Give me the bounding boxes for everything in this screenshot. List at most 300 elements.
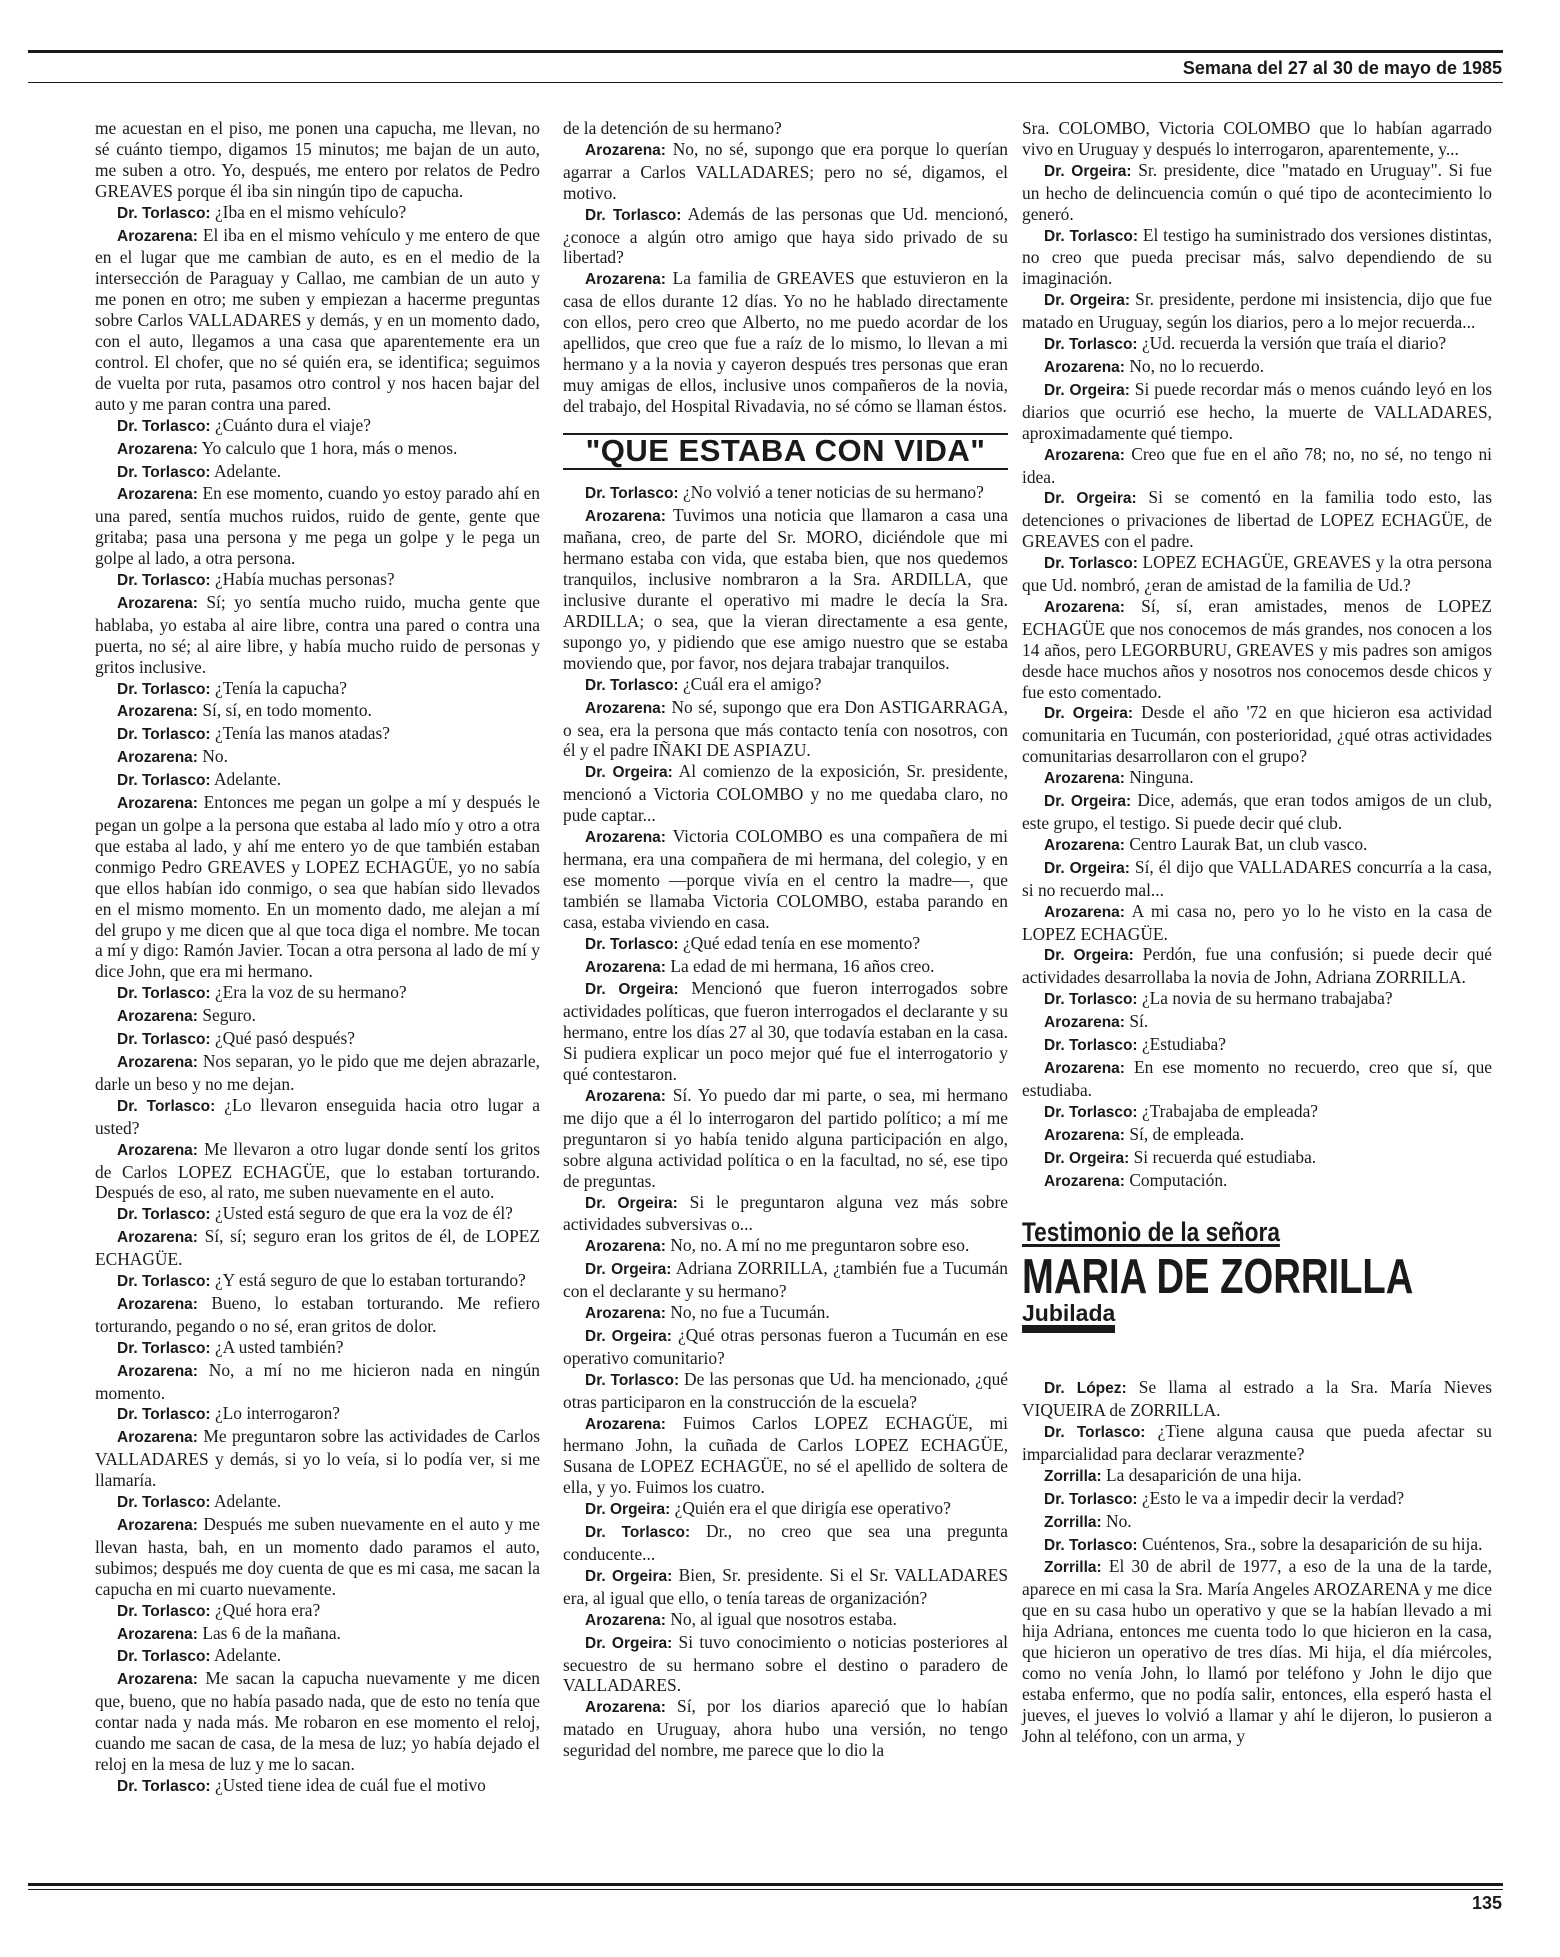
transcript-paragraph: [95, 461, 540, 484]
speaker-label: Dr. Orgeira:: [585, 1634, 673, 1652]
transcript-paragraph: [563, 1632, 1008, 1697]
speaker-label: Dr. Torlasco:: [1044, 1490, 1138, 1508]
speaker-label: Arozarena:: [585, 1238, 666, 1256]
speaker-label: Dr. Torlasco:: [117, 1273, 211, 1291]
transcript-paragraph: [95, 1600, 540, 1623]
paragraph-text: Mencionó que fueron interrogados sobre actividades políticas, que fueron interrogados el declarante y su hermano, entre los días 27 al 30, que todavía estaban en la casa. Si pudiera explicar un poco mejor qué fue el interrogatorio y qué contestaron.: [563, 978, 1008, 1085]
transcript-paragraph: [1022, 988, 1492, 1011]
speaker-label: Arozarena:: [117, 1671, 198, 1689]
speaker-label: Dr. Orgeira:: [1044, 1149, 1130, 1167]
paragraph-text: Me sacan la capucha nuevamente y me dicen que, bueno, que no había pasado nada, que de esto no tenía que contar nada y nada más. Me robaron en ese momento el reloj, cuando me sacan de casa, de la mesa de luz; yo había dejado el reloj en la mesa de luz y me lo sacan.: [95, 1668, 540, 1774]
speaker-label: Dr. Torlasco:: [117, 1648, 211, 1666]
speaker-label: Arozarena:: [585, 141, 666, 159]
transcript-paragraph: [1022, 1465, 1492, 1488]
speaker-label: Dr. Torlasco:: [1044, 336, 1138, 354]
paragraph-text: ¿Usted está seguro de que era la voz de él?: [210, 1203, 513, 1224]
paragraph-text: ¿La novia de su hermano trabajaba?: [1137, 988, 1393, 1009]
paragraph-text: ¿Tenía las manos atadas?: [210, 723, 390, 744]
transcript-paragraph: [95, 1668, 540, 1775]
speaker-label: Arozarena:: [117, 1008, 198, 1026]
paragraph-text: Después me suben nuevamente en el auto y me llevan hasta, bah, en un momento dado paramos el auto, subimos; después me doy cuenta de que es mi casa, me sacan la capucha en mi cuarto nuevamente.: [95, 1514, 540, 1599]
transcript-paragraph: [95, 1139, 540, 1204]
speaker-label: Dr. Torlasco:: [117, 463, 211, 481]
paragraph-text: Tuvimos una noticia que llamaron a casa una mañana, creo, de parte del Sr. MORO, diciéndole que mi hermano estaba con vida, que estaba bien, que nos quedemos tranquilos, inclusive nombraron a la Sra. ARDILLA, que inclusive durante el operativo mi madre le decía la Sra. ARDILLA; o sea, que la vieran directamente a esa gente, supongo yo, y pidiendo que ese amigo nuestro que se estaba moviendo que, por favor, nos dejara trabajar tranquilos.: [563, 504, 1008, 673]
transcript-paragraph: [563, 978, 1008, 1085]
paragraph-text: ¿Ud. recuerda la versión que traía el diario?: [1137, 333, 1447, 354]
transcript-paragraph: [1022, 1011, 1492, 1034]
paragraph-text: Ninguna.: [1124, 767, 1194, 788]
speaker-label: Dr. Orgeira:: [1044, 162, 1132, 180]
paragraph-text: ¿Qué hora era?: [210, 1599, 321, 1620]
paragraph-text: No, no. A mí no me preguntaron sobre eso.: [665, 1235, 970, 1256]
transcript-paragraph: [1022, 1034, 1492, 1057]
speaker-label: Arozarena:: [117, 1229, 198, 1247]
transcript-paragraph: [95, 1337, 540, 1360]
transcript-paragraph: [95, 678, 540, 701]
header-date: Semana del 27 al 30 de mayo de 1985: [1182, 58, 1502, 78]
speaker-label: Dr. Orgeira:: [585, 764, 673, 782]
speaker-label: Arozarena:: [1044, 770, 1125, 788]
paragraph-text: Sr. presidente, perdone mi insistencia, dijo que fue matado en Uruguay, según los diarios, pero a lo mejor recuerda...: [1022, 289, 1492, 333]
transcript-paragraph: [95, 1775, 540, 1798]
testimony-heading: [1022, 1192, 1492, 1377]
paragraph-text: El testigo ha suministrado dos versiones distintas, no creo que pueda precisar más, salvo dependiendo de su imaginación.: [1022, 224, 1492, 289]
transcript-paragraph: [1022, 1534, 1492, 1557]
paragraph-text: Perdón, fue una confusión; si puede decir qué actividades desarrollaba la novia de John, Adriana ZORRILLA.: [1022, 944, 1492, 988]
transcript-paragraph: [95, 1095, 540, 1139]
transcript-paragraph: [563, 1369, 1008, 1413]
paragraph-text: Dr., no creo que sea una pregunta conducente...: [563, 1521, 1008, 1564]
speaker-label: Dr. Torlasco:: [585, 1524, 691, 1542]
speaker-label: Dr. Torlasco:: [117, 1602, 211, 1620]
continued-paragraph: [1022, 118, 1492, 160]
speaker-label: Arozarena:: [1044, 1126, 1125, 1144]
paragraph-text: De las personas que Ud. ha mencionado, ¿qué otras participaron en la construcción de la escuela?: [563, 1368, 1008, 1412]
transcript-paragraph: [95, 1514, 540, 1600]
transcript-paragraph: [563, 482, 1008, 505]
speaker-label: Arozarena:: [1044, 358, 1125, 376]
speaker-label: Dr. Orgeira:: [585, 981, 679, 999]
paragraph-text: Bueno, lo estaban torturando. Me refiero torturando, pegando o no sé, eran gritos de dolor.: [95, 1292, 540, 1336]
paragraph-text: ¿Esto le va a impedir decir la verdad?: [1137, 1487, 1405, 1508]
transcript-paragraph: [563, 1085, 1008, 1192]
speaker-label: Dr. Orgeira:: [1044, 859, 1130, 877]
continued-paragraph: [95, 118, 540, 202]
subheading-box: [563, 433, 1008, 470]
paragraph-text: Sí; yo sentía mucho ruido, mucha gente que hablaba, yo estaba al aire libre, contra una pared o contra una puerta, no sé; al aire libre, y había mucho ruido de personas y gritos inclusive.: [95, 591, 540, 677]
transcript-paragraph: [1022, 1556, 1492, 1746]
transcript-paragraph: [95, 746, 540, 769]
speaker-label: Dr. Torlasco:: [117, 772, 211, 790]
paragraph-text: Entonces me pegan un golpe a mí y después le pegan un golpe a la persona que estaba al lado mío y otro a otra que estaba al lado, y ahí me entero yo de que también estaban conmigo Pedro GREAVES y LOPEZ ECHAGÜE, yo no sabía que ellos habían ido conmigo, o sea que habían sido llevados en el mismo momento. En un momento dado, me alejan a mí del grupo y me dicen que al que toca diga el nombre. Me tocan a mí y digo: Ramón Javier. Tocan a otra persona al lado de mí y dice John, que era mi hermano.: [95, 792, 540, 982]
column-2: [563, 118, 1008, 1761]
speaker-label: Dr. Torlasco:: [117, 1031, 211, 1049]
speaker-label: Dr. Orgeira:: [1044, 705, 1134, 723]
transcript-paragraph: [95, 1645, 540, 1668]
transcript-paragraph: [1022, 790, 1492, 834]
paragraph-text: Adelante.: [210, 1491, 282, 1512]
paragraph-text: La familia de GREAVES que estuvieron en la casa de ellos durante 12 días. Yo no he hablado directamente con ellos, pero creo que Alberto, no me puedo acordar de los apellidos, que creo que fue a raíz de lo mismo, lo llevan a mi hermano y a la novia y cayeron después tres personas que eran muy amigas de ellos, inclusive unos compañeros de la novia, del trabajo, del Hospital Rivadavia, no sé cómo se llaman éstos.: [563, 268, 1008, 416]
transcript-paragraph: [95, 415, 540, 438]
speaker-label: Arozarena:: [117, 486, 198, 504]
speaker-label: Dr. Torlasco:: [585, 206, 682, 224]
page-number: 135: [1471, 1893, 1502, 1913]
transcript-paragraph: [95, 700, 540, 723]
transcript-paragraph: [1022, 333, 1492, 356]
transcript-paragraph: [95, 1426, 540, 1491]
paragraph-text: Me llevaron a otro lugar donde sentí los gritos de Carlos LOPEZ ECHAGÜE, que lo estaban torturando. Después de eso, al rato, me suben nuevamente en el auto.: [95, 1138, 540, 1203]
paragraph-text: No, a mí no me hicieron nada en ningún momento.: [95, 1359, 540, 1403]
speaker-label: Arozarena:: [1044, 446, 1125, 464]
footer-rule-thin: [28, 1889, 1503, 1890]
column-1: [95, 118, 540, 1798]
paragraph-text: Dice, además, que eran todos amigos de un club, este grupo, el testigo. Si puede decir qué club.: [1022, 790, 1492, 833]
speaker-label: Dr. Orgeira:: [585, 1261, 672, 1279]
transcript-paragraph: [95, 1270, 540, 1293]
speaker-label: Dr. Torlasco:: [117, 1777, 211, 1795]
speaker-label: Arozarena:: [1044, 598, 1125, 616]
transcript-paragraph: [1022, 225, 1492, 290]
speaker-label: Dr. Torlasco:: [117, 1494, 211, 1512]
paragraph-text: Si puede recordar más o menos cuándo leyó en los diarios que ocurrió ese hecho, la muerte de VALLADARES, aproximadamente qué tiempo.: [1022, 378, 1493, 443]
speaker-label: Dr. Orgeira:: [585, 1194, 678, 1212]
transcript-paragraph: [563, 1258, 1008, 1302]
transcript-paragraph: [95, 1226, 540, 1270]
testimony-label: Testimonio de la señora: [1022, 1217, 1280, 1248]
speaker-label: Arozarena:: [117, 703, 198, 721]
transcript-paragraph: [1022, 552, 1492, 596]
transcript-paragraph: [95, 225, 540, 415]
speaker-label: Dr. Torlasco:: [1044, 991, 1138, 1009]
paragraph-text: Sra. COLOMBO, Victoria COLOMBO que lo habían agarrado vivo en Uruguay y después lo interrogaron, aparentemente, y...: [1022, 118, 1492, 159]
paragraph-text: ¿Y está seguro de que lo estaban torturando?: [210, 1270, 526, 1291]
transcript-paragraph: [563, 1235, 1008, 1258]
transcript-paragraph: [563, 1498, 1008, 1521]
paragraph-text: Victoria COLOMBO es una compañera de mi hermana, era una compañera de mi hermana, del colegio, y en ese momento —porque vivía en el centro la madre—, que también se llamaba Victoria COLOMBO, estaba parando en casa, estaba viviendo en casa.: [563, 826, 1008, 932]
paragraph-text: ¿Estudiaba?: [1137, 1034, 1226, 1055]
transcript-paragraph: [1022, 1511, 1492, 1534]
testimony-role: Jubilada: [1022, 1303, 1115, 1333]
speaker-label: Arozarena:: [117, 1141, 198, 1159]
paragraph-text: ¿No volvió a tener noticias de su hermano?: [678, 481, 984, 502]
speaker-label: Dr. Torlasco:: [117, 1339, 211, 1357]
speaker-label: Dr. Torlasco:: [585, 935, 679, 953]
speaker-label: Dr. Torlasco:: [585, 676, 679, 694]
column-3: [1022, 118, 1492, 1747]
paragraph-text: El iba en el mismo vehículo y me entero de que en el lugar que me cambian de auto, es en el medio de la intersección de Paraguay y Callao, me cambian de un auto y me ponen en otro; me suben y empiezan a hacerme preguntas sobre Carlos VALLADARES y demás, y en un momento dado, con el auto, llegamos a una casa que aparentemente era un control. El chofer, que no sé quién era, se identifica; seguimos de vuelta por ruta, pasamos otro control y nos hacen bajar del auto y me paran contra una pared.: [95, 224, 540, 414]
transcript-paragraph: [1022, 901, 1492, 945]
continued-paragraph: [563, 118, 1008, 139]
paragraph-text: Creo que fue en el año 78; no, no sé, no tengo ni idea.: [1022, 443, 1492, 487]
speaker-label: Dr. Torlasco:: [1044, 1536, 1138, 1554]
transcript-paragraph: [95, 1005, 540, 1028]
speaker-label: Arozarena:: [117, 1429, 198, 1447]
paragraph-text: Si tuvo conocimiento o noticias posteriores al secuestro de su hermano sobre el destino o paradero de VALLADARES.: [563, 1631, 1009, 1696]
speaker-label: Dr. Torlasco:: [585, 484, 679, 502]
transcript-paragraph: [563, 139, 1008, 204]
transcript-paragraph: [95, 592, 540, 678]
speaker-label: Dr. Torlasco:: [117, 204, 211, 222]
speaker-label: Arozarena:: [117, 1295, 198, 1313]
paragraph-text: Sí, sí, eran amistades, menos de LOPEZ ECHAGÜE que nos conocemos de más grandes, nos conocen a los 14 años, pero LEGORBURU, GREAVES y mis padres son amigos desde hace muchos años y nosotros nos conocemos desde chicos y fue esto comentado.: [1022, 595, 1492, 702]
transcript-paragraph: [563, 268, 1008, 416]
header-top-rule: [28, 50, 1503, 53]
paragraph-text: La edad de mi hermana, 16 años creo.: [665, 955, 935, 976]
transcript-paragraph: [1022, 767, 1492, 790]
speaker-label: Dr. Orgeira:: [1044, 793, 1132, 811]
paragraph-text: Me preguntaron sobre las actividades de Carlos VALLADARES y demás, si yo lo veía, si lo podía ver, si me llamaría.: [95, 1426, 540, 1491]
paragraph-text: ¿Qué pasó después?: [210, 1028, 355, 1049]
speaker-label: Arozarena:: [1044, 903, 1125, 921]
paragraph-text: No, no fue a Tucumán.: [665, 1302, 830, 1323]
speaker-label: Dr. Torlasco:: [1044, 1037, 1138, 1055]
speaker-label: Arozarena:: [117, 440, 198, 458]
speaker-label: Dr. Torlasco:: [117, 572, 211, 590]
transcript-paragraph: [95, 438, 540, 461]
speaker-label: Arozarena:: [585, 507, 666, 525]
transcript-paragraph: [563, 1609, 1008, 1632]
speaker-label: Dr. Orgeira:: [1044, 381, 1130, 399]
speaker-label: Dr. Torlasco:: [117, 985, 211, 1003]
paragraph-text: Seguro.: [197, 1005, 256, 1026]
transcript-paragraph: [95, 1051, 540, 1095]
transcript-paragraph: [95, 792, 540, 982]
transcript-paragraph: [1022, 1124, 1492, 1147]
paragraph-text: ¿Lo interrogaron?: [210, 1403, 341, 1424]
transcript-paragraph: [95, 202, 540, 225]
transcript-paragraph: [563, 674, 1008, 697]
speaker-label: Dr. Orgeira:: [1044, 947, 1134, 965]
speaker-label: Zorrilla:: [1044, 1513, 1102, 1531]
transcript-paragraph: [95, 1203, 540, 1226]
paragraph-text: En ese momento no recuerdo, creo que sí, que estudiaba.: [1022, 1056, 1492, 1100]
paragraph-text: No, al igual que nosotros estaba.: [665, 1608, 897, 1629]
testimony-name: MARIA DE ZORRILLA: [1022, 1250, 1414, 1305]
speaker-label: Arozarena:: [117, 749, 198, 767]
transcript-paragraph: [1022, 379, 1492, 444]
paragraph-text: ¿Tiene alguna causa que pueda afectar su imparcialidad para declarar verazmente?: [1022, 1421, 1492, 1464]
paragraph-text: No.: [1101, 1510, 1132, 1531]
transcript-paragraph: [563, 1696, 1008, 1761]
speaker-label: Arozarena:: [117, 227, 198, 245]
speaker-label: Dr. Torlasco:: [117, 1406, 211, 1424]
transcript-paragraph: [563, 1521, 1008, 1565]
paragraph-text: Si le preguntaron alguna vez más sobre actividades subversivas o...: [563, 1191, 1009, 1235]
transcript-paragraph: [95, 1360, 540, 1404]
speaker-label: Arozarena:: [1044, 1014, 1125, 1032]
paragraph-text: Adelante.: [210, 769, 282, 790]
paragraph-text: me acuestan en el piso, me ponen una capucha, me llevan, no sé cuánto tiempo, digamos 15 minutos; me bajan de un auto, me suben a otro. Yo, después, me entero por relatos de Pedro GREAVES porque él iba sin ningún tipo de capucha.: [95, 118, 540, 201]
speaker-label: Arozarena:: [117, 1625, 198, 1643]
paragraph-text: En ese momento, cuando yo estoy parado ahí en una pared, sentía muchos ruidos, ruido de gente, gente que gritaba; pasa una persona y me pega un golpe y le pega un golpe al lado, a otra persona.: [95, 483, 540, 569]
footer-rule: [28, 1883, 1503, 1886]
paragraph-text: Se llama al estrado a la Sra. María Nieves VIQUEIRA de ZORRILLA.: [1022, 1377, 1493, 1421]
transcript-paragraph: [1022, 487, 1492, 552]
speaker-label: Arozarena:: [117, 594, 198, 612]
transcript-paragraph: [1022, 356, 1492, 379]
speaker-label: Dr. Torlasco:: [1044, 1103, 1138, 1121]
paragraph-text: A mi casa no, pero yo lo he visto en la casa de LOPEZ ECHAGÜE.: [1022, 900, 1492, 944]
speaker-label: Arozarena:: [585, 1415, 666, 1433]
paragraph-text: Sr. presidente, dice "matado en Uruguay". Si fue un hecho de delincuencia común o qué tipo de acontecimiento lo generó.: [1022, 159, 1492, 224]
transcript-paragraph: [1022, 1057, 1492, 1101]
paragraph-text: Nos separan, yo le pido que me dejen abrazarle, darle un beso y no me dejan.: [95, 1050, 540, 1094]
transcript-paragraph: [563, 1565, 1008, 1609]
paragraph-text: Bien, Sr. presidente. Si el Sr. VALLADARES era, al igual que ello, o tenía tareas de organización?: [563, 1564, 1009, 1608]
paragraph-text: Fuimos Carlos LOPEZ ECHAGÜE, mi hermano John, la cuñada de Carlos LOPEZ ECHAGÜE, Susana de LOPEZ ECHAGÜE, no sé el apellido de soltera de ella, y yo. Fuimos los cuatro.: [563, 1412, 1008, 1498]
transcript-paragraph: [1022, 444, 1492, 488]
speaker-label: Arozarena:: [585, 829, 666, 847]
paragraph-text: Yo calculo que 1 hora, más o menos.: [197, 437, 458, 458]
paragraph-text: No sé, supongo que era Don ASTIGARRAGA, o sea, era la persona que más contacto tenía con nosotros, con él y el padre IÑAKI DE ASPIAZU.: [563, 696, 1008, 761]
transcript-paragraph: [95, 769, 540, 792]
paragraph-text: La desaparición de una hija.: [1101, 1464, 1302, 1485]
paragraph-text: Adelante.: [210, 460, 282, 481]
transcript-paragraph: [563, 826, 1008, 933]
paragraph-text: No, no sé, supongo que era porque lo querían agarrar a Carlos VALLADARES; pero no sé, digamos, el motivo.: [563, 138, 1008, 203]
speaker-label: Arozarena:: [117, 795, 198, 813]
speaker-label: Arozarena:: [117, 1053, 198, 1071]
paragraph-text: ¿Cuánto dura el viaje?: [210, 414, 371, 435]
paragraph-text: Sí, sí; seguro eran los gritos de él, de LOPEZ ECHAGÜE.: [95, 1226, 540, 1270]
paragraph-text: Cuéntenos, Sra., sobre la desaparición de su hija.: [1137, 1533, 1483, 1554]
transcript-paragraph: [1022, 857, 1492, 901]
transcript-paragraph: [95, 1028, 540, 1051]
speaker-label: Dr. Torlasco:: [1044, 1424, 1146, 1442]
speaker-label: Dr. Torlasco:: [585, 1371, 680, 1389]
paragraph-text: Sí. Yo puedo dar mi parte, o sea, mi hermano me dijo que a él lo interrogaron del partido político; a mí me preguntaron si yo había tenido alguna participación en algo, sobre alguna actividad política o en la facultad, no sé, ese tipo de preguntas.: [563, 1084, 1008, 1191]
paragraph-text: de la detención de su hermano?: [563, 118, 782, 138]
paragraph-text: ¿A usted también?: [210, 1336, 344, 1357]
transcript-paragraph: [95, 1403, 540, 1426]
paragraph-text: Sí, sí, en todo momento.: [197, 700, 372, 721]
transcript-paragraph: [563, 204, 1008, 269]
speaker-label: Arozarena:: [1044, 1172, 1125, 1190]
paragraph-text: ¿Tenía la capucha?: [210, 677, 347, 698]
paragraph-text: Sí, de empleada.: [1124, 1123, 1245, 1144]
transcript-paragraph: [1022, 596, 1492, 703]
speaker-label: Arozarena:: [585, 1087, 666, 1105]
speaker-label: Arozarena:: [117, 1517, 198, 1534]
transcript-paragraph: [563, 1302, 1008, 1325]
transcript-paragraph: [563, 1192, 1008, 1236]
paragraph-text: ¿Usted tiene idea de cuál fue el motivo: [210, 1774, 486, 1795]
speaker-label: Arozarena:: [117, 1362, 198, 1380]
paragraph-text: ¿Iba en el mismo vehículo?: [210, 201, 407, 222]
transcript-paragraph: [563, 956, 1008, 979]
paragraph-text: ¿Qué edad tenía en ese momento?: [678, 932, 921, 953]
paragraph-text: Además de las personas que Ud. mencionó, ¿conoce a algún otro amigo que haya sido privado de su libertad?: [563, 203, 1008, 268]
paragraph-text: Sí, por los diarios apareció que lo habían matado en Uruguay, ahora hubo una versión, no tengo seguridad del nombre, me parece que lo dio la: [563, 1696, 1008, 1761]
transcript-paragraph: [95, 483, 540, 569]
transcript-paragraph: [563, 933, 1008, 956]
speaker-label: Zorrilla:: [1044, 1559, 1102, 1577]
paragraph-text: Adelante.: [210, 1645, 282, 1666]
paragraph-text: Las 6 de la mañana.: [197, 1622, 341, 1643]
transcript-paragraph: [95, 1491, 540, 1514]
transcript-paragraph: [563, 697, 1008, 762]
speaker-label: Arozarena:: [1044, 1059, 1125, 1077]
speaker-label: Zorrilla:: [1044, 1467, 1102, 1485]
paragraph-text: Centro Laurak Bat, un club vasco.: [1124, 833, 1368, 854]
paragraph-text: Al comienzo de la exposición, Sr. presidente, mencionó a Victoria COLOMBO y no me quedaba claro, no pude captar...: [563, 761, 1008, 826]
paragraph-text: Adriana ZORRILLA, ¿también fue a Tucumán con el declarante y su hermano?: [563, 1258, 1008, 1302]
speaker-label: Arozarena:: [585, 271, 666, 289]
paragraph-text: ¿Era la voz de su hermano?: [210, 982, 407, 1003]
subheading: "QUE ESTABA CON VIDA": [585, 432, 986, 468]
speaker-label: Dr. Orgeira:: [1044, 292, 1131, 310]
transcript-paragraph: [95, 982, 540, 1005]
transcript-paragraph: [95, 1623, 540, 1646]
transcript-paragraph: [1022, 944, 1492, 988]
paragraph-text: Desde el año '72 en que hicieron esa actividad comunitaria en Tucumán, con posterioridad, ¿qué otras actividades comunitarias desarrollaron con el grupo?: [1022, 702, 1492, 767]
paragraph-text: El 30 de abril de 1977, a eso de la una de la tarde, aparece en mi casa la Sra. María Angeles AROZARENA y me dice que en su casa hubo un operativo y que se la habían llevado a mi hija Adriana, entonces me cuenta todo lo que hicieron en la casa, que hicieron un operativo de tres días. Mi hija, el día miércoles, como no venía John, lo llamó por teléfono y John le dijo que estaba enfermo, que no podía salir, entonces, ella esperó hasta el jueves, el jueves lo volvió a llamar y ahí le dijeron, lo pusieron a John al teléfono, con un arma, y: [1022, 1556, 1492, 1746]
speaker-label: Arozarena:: [1044, 836, 1125, 854]
paragraph-text: Computación.: [1124, 1169, 1228, 1190]
paragraph-text: ¿Trabajaba de empleada?: [1137, 1100, 1319, 1121]
speaker-label: Dr. Torlasco:: [117, 680, 211, 698]
transcript-paragraph: [563, 505, 1008, 674]
speaker-label: Dr. Torlasco:: [117, 417, 211, 435]
paragraph-text: Sí, él dijo que VALLADARES concurría a la casa, si no recuerdo mal...: [1022, 856, 1493, 900]
paragraph-text: No.: [197, 746, 228, 767]
speaker-label: Dr. Torlasco:: [117, 1097, 216, 1115]
speaker-label: Dr. Orgeira:: [585, 1501, 671, 1519]
speaker-label: Arozarena:: [585, 1611, 666, 1629]
transcript-paragraph: [563, 1413, 1008, 1499]
paragraph-text: No, no lo recuerdo.: [1124, 355, 1265, 376]
speaker-label: Dr. Torlasco:: [117, 726, 211, 744]
transcript-paragraph: [95, 723, 540, 746]
speaker-label: Dr. Orgeira:: [1044, 490, 1137, 508]
speaker-label: Dr. Orgeira:: [585, 1567, 673, 1585]
speaker-label: Arozarena:: [585, 1699, 666, 1717]
transcript-paragraph: [1022, 1147, 1492, 1170]
speaker-label: Dr. Torlasco:: [1044, 555, 1138, 573]
paragraph-text: ¿Qué otras personas fueron a Tucumán en ese operativo comunitario?: [563, 1324, 1009, 1368]
paragraph-text: Sí.: [1124, 1011, 1149, 1032]
transcript-paragraph: [563, 761, 1008, 826]
speaker-label: Dr. López:: [1044, 1380, 1127, 1398]
header-bottom-rule: [28, 82, 1503, 83]
transcript-paragraph: [95, 1293, 540, 1337]
transcript-paragraph: [563, 1325, 1008, 1369]
transcript-paragraph: [1022, 1170, 1492, 1193]
transcript-paragraph: [1022, 1421, 1492, 1465]
speaker-label: Dr. Orgeira:: [585, 1327, 672, 1345]
speaker-label: Arozarena:: [585, 958, 666, 976]
transcript-paragraph: [1022, 1101, 1492, 1124]
speaker-label: Dr. Torlasco:: [1044, 227, 1139, 245]
speaker-label: Dr. Torlasco:: [117, 1206, 211, 1224]
speaker-label: Arozarena:: [585, 1305, 666, 1323]
transcript-paragraph: [1022, 160, 1492, 225]
paragraph-text: ¿Cuál era el amigo?: [678, 673, 822, 694]
transcript-paragraph: [1022, 1377, 1492, 1421]
paragraph-text: ¿Quién era el que dirigía ese operativo?: [670, 1498, 951, 1519]
paragraph-text: ¿Había muchas personas?: [210, 569, 395, 590]
transcript-paragraph: [1022, 1488, 1492, 1511]
speaker-label: Arozarena:: [585, 699, 666, 717]
paragraph-text: Si recuerda qué estudiaba.: [1129, 1146, 1317, 1167]
transcript-paragraph: [1022, 834, 1492, 857]
paragraph-text: Si se comentó en la familia todo esto, las detenciones o privaciones de libertad de LOPEZ ECHAGÜE, de GREAVES con el padre.: [1022, 487, 1492, 552]
paragraph-text: ¿Lo llevaron enseguida hacia otro lugar a usted?: [95, 1094, 540, 1138]
transcript-paragraph: [95, 569, 540, 592]
paragraph-text: LOPEZ ECHAGÜE, GREAVES y la otra persona que Ud. nombró, ¿eran de amistad de la familia de Ud.?: [1022, 552, 1492, 596]
transcript-paragraph: [1022, 702, 1492, 767]
transcript-paragraph: [1022, 289, 1492, 333]
